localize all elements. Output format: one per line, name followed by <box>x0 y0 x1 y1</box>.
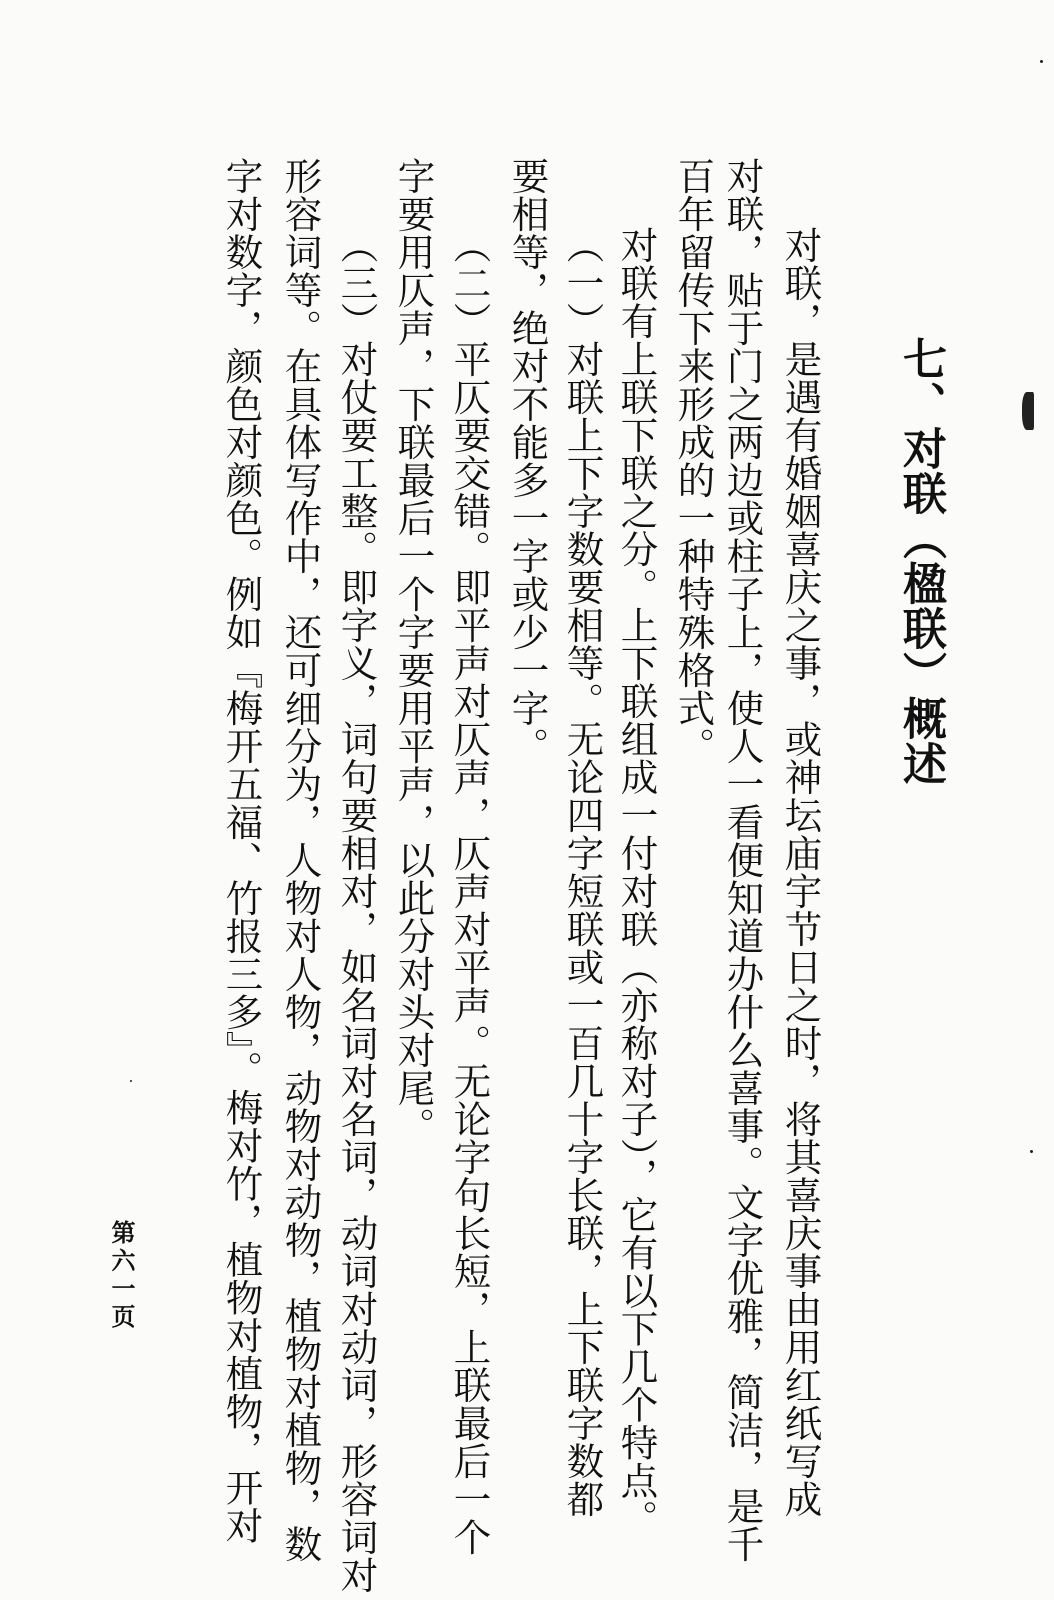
scan-speck <box>1040 60 1043 63</box>
text-column-2: 对联，贴于门之两边或柱子上，使人一看便知道办什么喜事。文字优雅，简洁，是千 <box>720 157 765 1563</box>
text-column-11: 字对数字，颜色对颜色。例如『梅开五福、竹报三多』。梅对竹，植物对植物，开对 <box>219 157 264 1545</box>
text-column-5: （一）对联上下字数要相等。无论四字短联或一百几十字长联，上下联字数都 <box>560 226 605 1518</box>
scan-speck <box>130 1080 132 1082</box>
page-number: 第六一页 <box>107 1220 136 1332</box>
text-column-4: 对联有上联下联之分。上下联组成一付对联（亦称对子），它有以下几个特点。 <box>614 226 659 1538</box>
scan-speck <box>1030 1150 1033 1153</box>
text-column-10: 形容词等。在具体写作中，还可细分为，人物对人物，动物对动物，植物对植物，数 <box>278 157 323 1563</box>
binding-mark <box>1022 392 1034 430</box>
text-column-7: （二）平仄要交错。即平声对仄声，仄声对平声。无论字句长短，上联最后一个 <box>447 226 492 1556</box>
text-column-1: 对联，是遇有婚姻喜庆之事，或神坛庙宇节日之时，将其喜庆事由用红纸写成 <box>778 226 823 1518</box>
text-column-8: 字要用仄声，下联最后一个字要用平声，以此分对头对尾。 <box>391 157 436 1145</box>
text-column-6: 要相等，绝对不能多一字或少一字。 <box>505 157 550 765</box>
section-title: 七、对联（楹联）概述 <box>895 336 946 786</box>
text-column-3: 百年留传下来形成的一种特殊格式。 <box>671 157 716 765</box>
text-column-9: （三）对仗要工整。即字义，词句要相对，如名词对名词，动词对动词，形容词对 <box>334 226 379 1594</box>
